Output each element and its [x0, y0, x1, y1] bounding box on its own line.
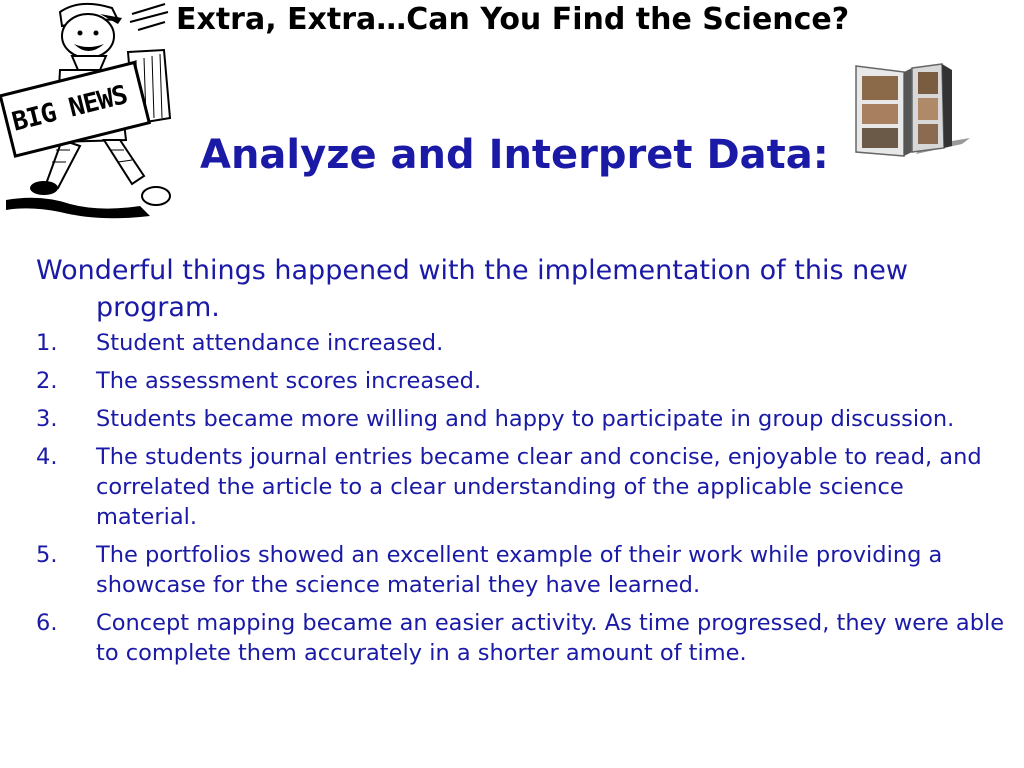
list-item-text: The students journal entries became clear and concise, enjoyable to read, and correlated the article to a clear understanding of the applicable science material. — [96, 444, 982, 530]
list-item — [36, 328, 1006, 358]
list-item-number: 6. — [36, 610, 58, 636]
list-item-text: Students became more willing and happy to participate in group discussion. — [96, 406, 955, 432]
list-item-number: 4. — [36, 444, 58, 470]
list-item — [36, 540, 1006, 600]
list-item — [36, 404, 1006, 434]
results-list — [36, 328, 1006, 668]
intro-paragraph: Wonderful things happened with the implementation of this new program. — [36, 255, 908, 323]
slide-title: Analyze and Interpret Data: — [200, 132, 829, 178]
list-item-text: The assessment scores increased. — [96, 368, 482, 394]
list-item-number: 3. — [36, 406, 58, 432]
list-item — [36, 608, 1006, 668]
list-item — [36, 442, 1006, 532]
list-item-text: Student attendance increased. — [96, 330, 444, 356]
portfolio-book-clipart — [852, 62, 974, 160]
list-item-text: The portfolios showed an excellent example of their work while providing a showcase for the science material they have learned. — [96, 542, 943, 598]
list-item-number: 2. — [36, 368, 58, 394]
list-item-text: Concept mapping became an easier activity. As time progressed, they were able to complete them accurately in a shorter amount of time. — [96, 610, 1005, 666]
slide-body — [36, 252, 1006, 676]
newsboy-sign-text: BIG NEWS — [8, 80, 131, 138]
header-title: Extra, Extra…Can You Find the Science? — [176, 2, 850, 37]
list-item — [36, 366, 1006, 396]
list-item-number: 1. — [36, 330, 58, 356]
list-item-number: 5. — [36, 542, 58, 568]
